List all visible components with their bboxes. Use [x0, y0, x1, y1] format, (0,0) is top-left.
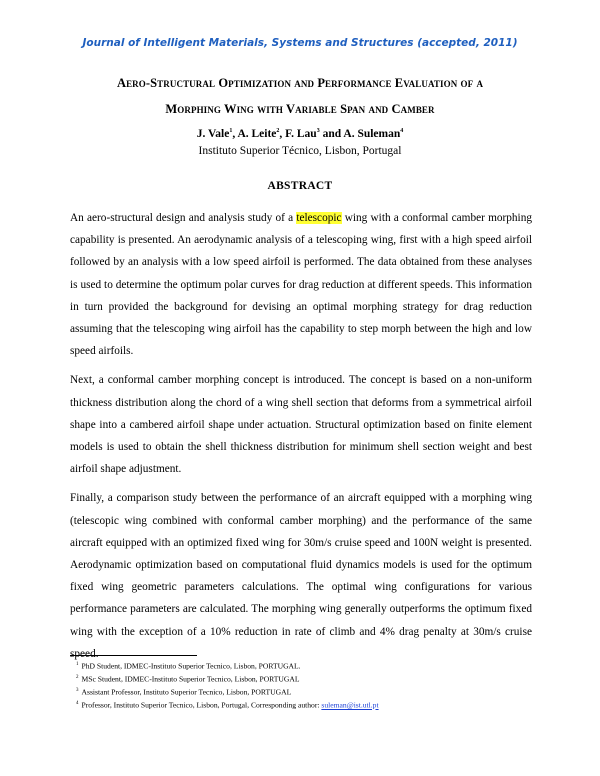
- paragraph-1: [70, 207, 532, 362]
- abstract-heading: ABSTRACT: [267, 180, 333, 192]
- author-mark: 1: [229, 128, 233, 135]
- footnote-2: [76, 672, 536, 685]
- footnote-text: PhD Student, IDMEC-Instituto Superior Tecnico, Lisbon, PORTUGAL.: [81, 661, 301, 671]
- footnote-text: Assistant Professor, Instituto Superior Tecnico, Lisbon, PORTUGAL: [81, 687, 292, 697]
- title-line-1: Aero-Structural Optimization and Performance Evaluation of a: [116, 76, 484, 90]
- author-list: [0, 128, 600, 140]
- footnotes: [76, 659, 536, 711]
- abstract-body: [70, 207, 532, 672]
- author-name: A. Suleman: [343, 128, 401, 140]
- affiliation: Instituto Superior Técnico, Lisbon, Portugal: [198, 145, 402, 157]
- footnote-text: MSc Student, IDMEC-Instituto Superior Tecnico, Lisbon, PORTUGAL: [81, 674, 300, 684]
- paragraph-3: Finally, a comparison study between the performance of an aircraft equipped with a morphing wing (telescopic wing combined with conformal camber morphing) and the performance of the same aircraft equipped with an optimized fixed wing for 30m/s cruise speed and 100N weight is presented. Aerodynamic optimization based on computational fluid dynamics models is used for the optimum fixed wing geometric parameters calculations. The optimal wing configurations for various performance parameters are calculated. The morphing wing generally outperforms the optimum fixed wing with the exception of a 10% reduction in rate of climb and 4% drag penalty at 30m/s cruise speed.: [70, 492, 532, 660]
- title-line-2: Morphing Wing with Variable Span and Camber: [165, 102, 435, 116]
- footnote-mark: 1: [76, 662, 79, 667]
- footnote-text: Professor, Instituto Superior Tecnico, Lisbon, Portugal, Corresponding author:: [81, 700, 322, 710]
- footnote-mark: 3: [76, 688, 79, 694]
- footnote-mark: 4: [76, 701, 79, 707]
- paragraph-text: An aero-structural design and analysis study of a: [70, 212, 297, 224]
- footnote-divider: [70, 655, 197, 656]
- journal-header: Journal of Intelligent Materials, Systems and Structures (accepted, 2011): [82, 37, 518, 49]
- footnote-mark: 2: [76, 675, 79, 681]
- author-name: A. Leite: [237, 128, 277, 140]
- paragraph-text: wing with a conformal camber morphing capability is presented. An aerodynamic analysis of a telescoping wing, first with a high speed airfoil followed by an analysis with a low speed airfoil is performed. The data obtained from these analyses is used to determine the optimum polar curves for drag reduction at different speeds. This information in turn provided the background for devising an optimal morphing strategy for drag reduction assuming that the telescoping wing airfoil has the capability to step morph between the high and low speed airfoils.: [70, 212, 532, 358]
- author-mark: 4: [400, 128, 404, 135]
- footnote-1: [76, 659, 536, 672]
- author-separator: ,: [232, 128, 238, 140]
- footnote-4: [76, 698, 536, 711]
- author-name: J. Vale: [196, 128, 230, 140]
- author-separator: ,: [279, 128, 286, 140]
- footnote-3: [76, 685, 536, 698]
- author-name: F. Lau: [285, 128, 317, 140]
- paper-title: [40, 70, 560, 122]
- author-separator: and: [319, 128, 344, 140]
- email-link[interactable]: suleman@ist.utl.pt: [321, 700, 379, 710]
- author-mark: 2: [276, 128, 280, 135]
- paragraph-2: Next, a conformal camber morphing concept is introduced. The concept is based on a non-uniform thickness distribution along the chord of a wing shell section that deforms from a symmetrical airfoil shape into a cambered airfoil shape under actuation. Structural optimization based on finite element models is used to obtain the shell thickness distribution for minimum shell section weight and best airfoil shape adjustment.: [70, 374, 532, 476]
- author-mark: 3: [316, 128, 320, 135]
- highlighted-word: telescopic: [296, 212, 342, 224]
